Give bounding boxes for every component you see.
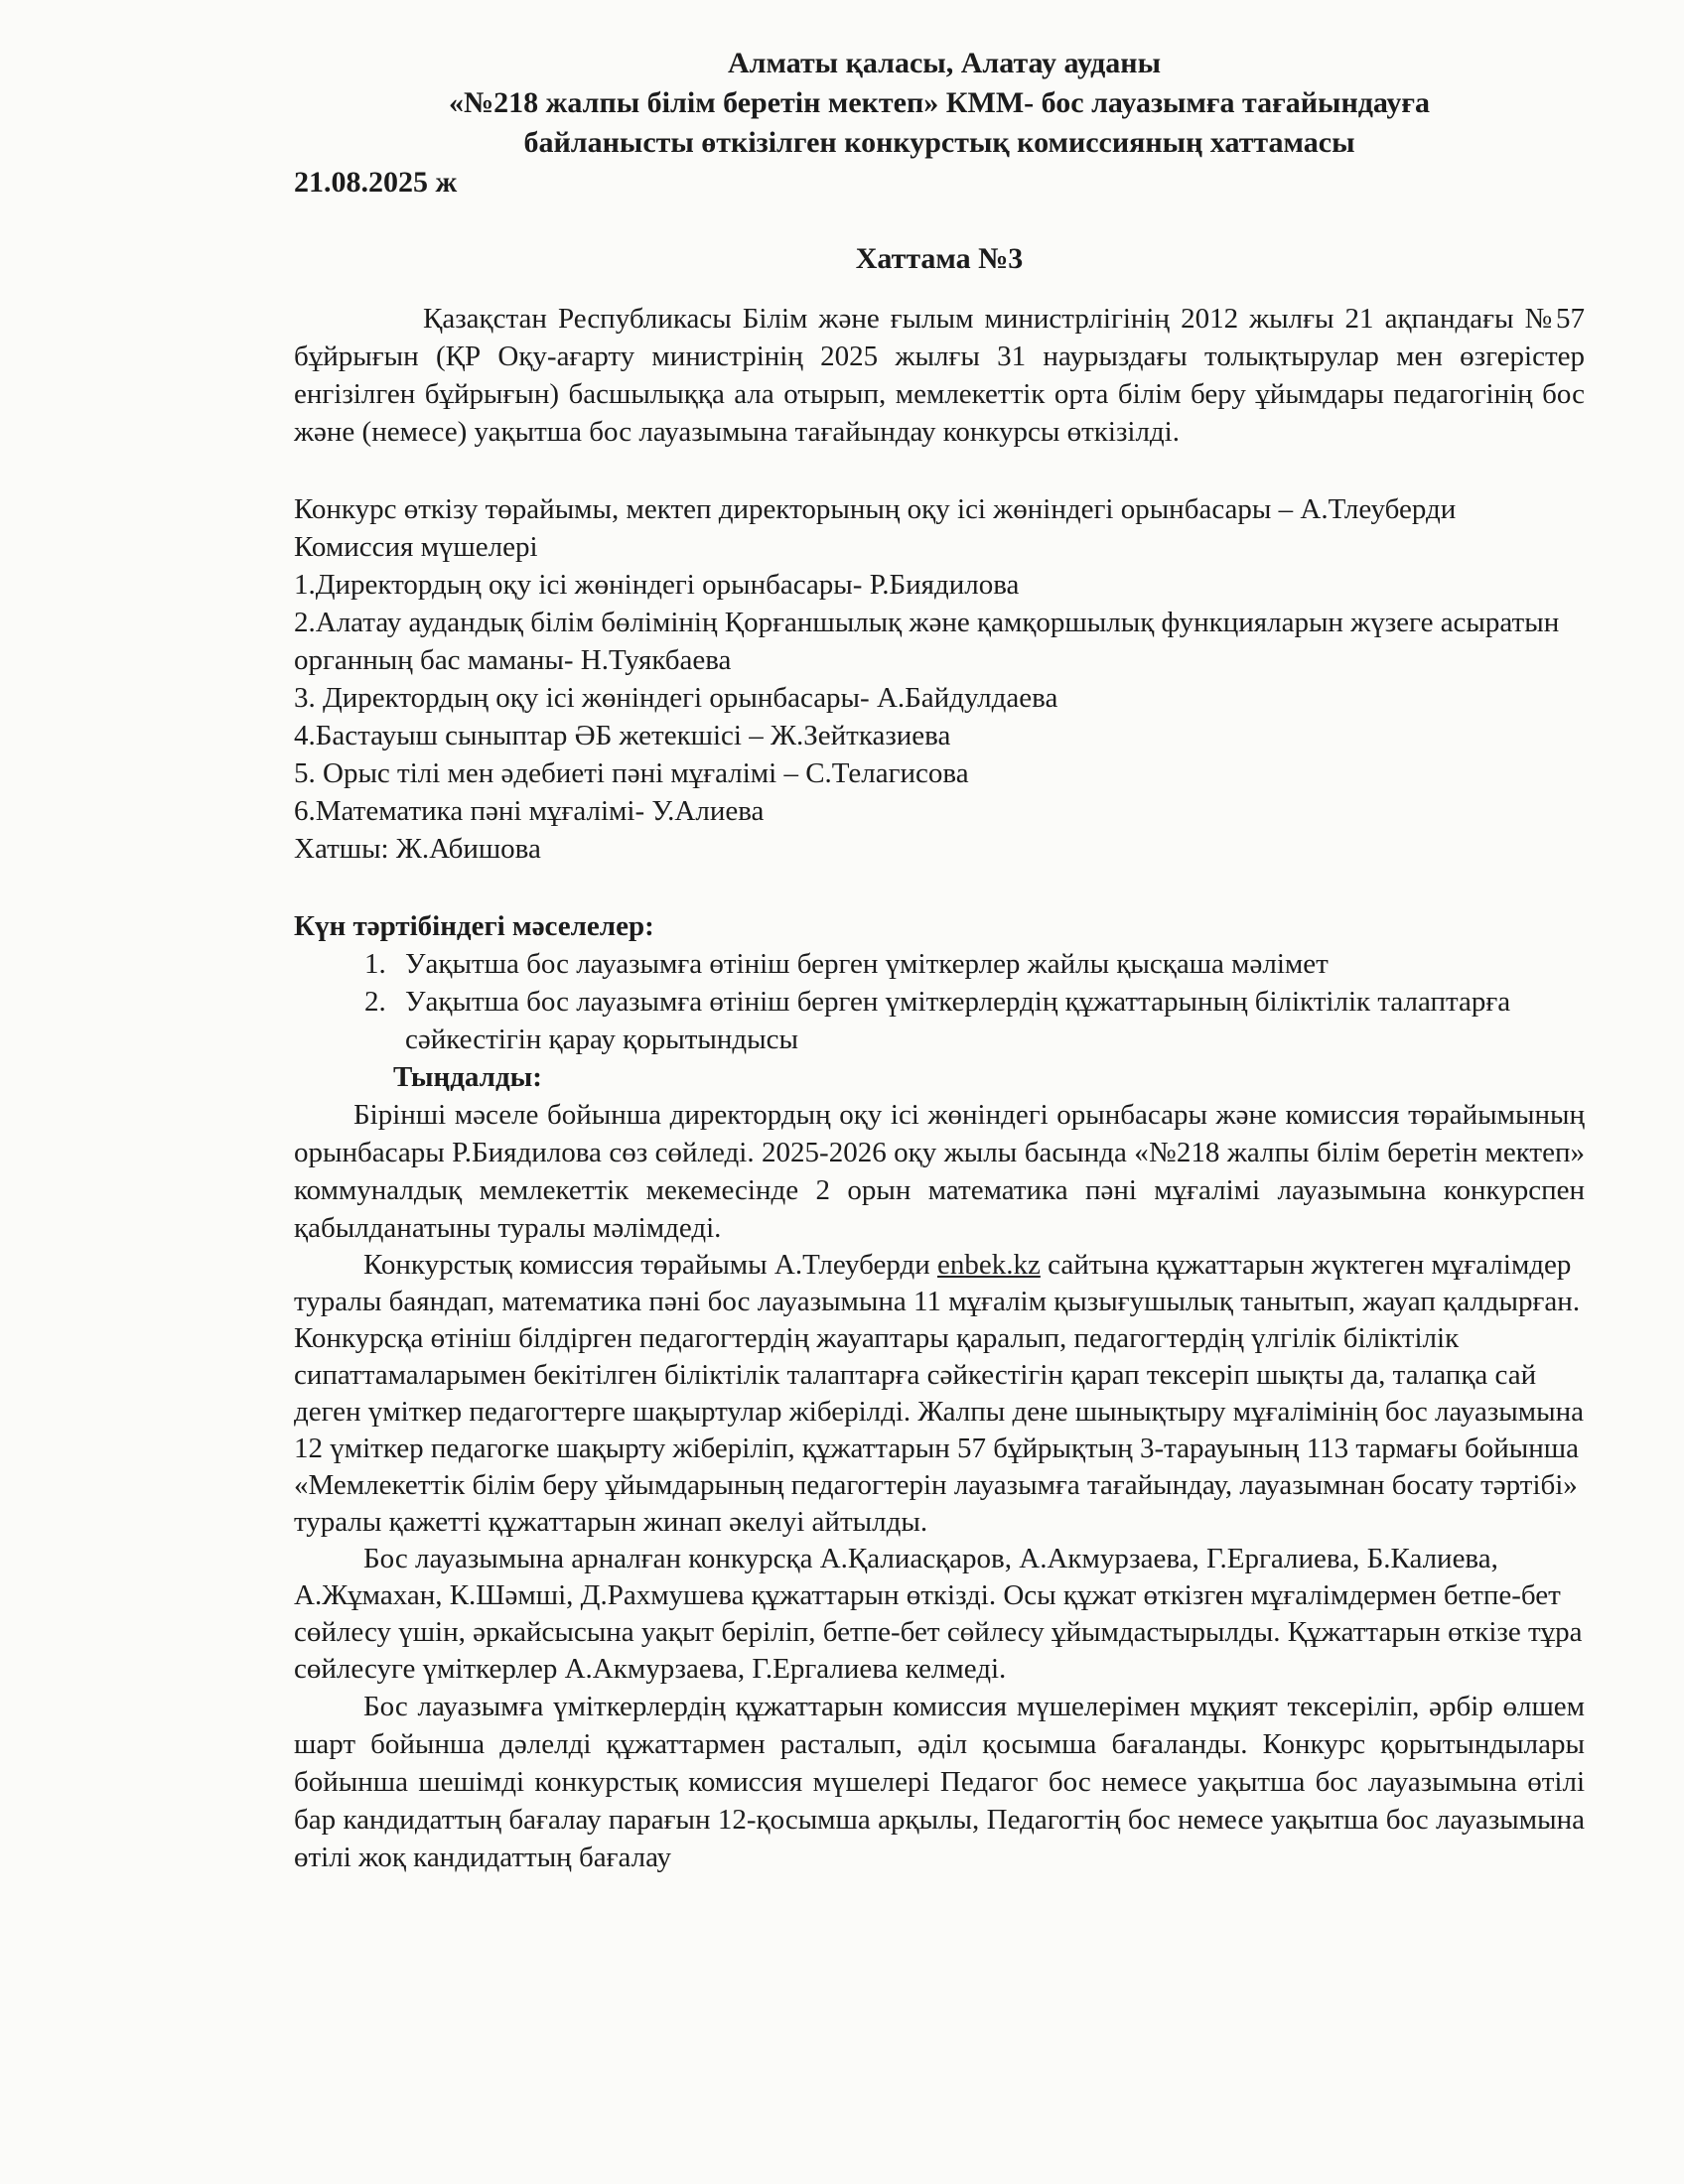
document-date: 21.08.2025 ж bbox=[294, 166, 458, 199]
chair-report-text-start: Конкурстық комиссия төрайымы А.Тлеуберди bbox=[363, 1249, 937, 1281]
document-title: Хаттама №3 bbox=[855, 242, 1024, 275]
spacer bbox=[294, 868, 1585, 907]
paragraph-candidates: Бос лауазымына арналған конкурсқа А.Қалиасқаров, А.Акмурзаева, Г.Ергалиева, Б.Калиева, А.Жұмахан, К.Шәмші, Д.Рахмушева құжаттарын өткізді. Осы құжат өткізген мұғалімдермен бетпе-бет сөйлесу үшін, әркайсысына уақыт беріліп, бетпе-бет сөйлесу ұйымдастырылды. Құжаттарын өткізе тұра сөйлесуге үміткерлер А.Акмурзаева, Г.Ергалиева келмеді. bbox=[294, 1543, 1583, 1685]
member-item: 1.Директордың оқу ісі жөніндегі орынбасары- Р.Биядилова bbox=[294, 569, 1020, 601]
enbek-link[interactable]: enbek.kz bbox=[936, 1249, 1041, 1281]
member-item: 4.Бастауыш сыныптар ӘБ жетекшісі – Ж.Зейтказиева bbox=[294, 720, 951, 751]
secretary: Хатшы: Ж.Абишова bbox=[294, 833, 541, 865]
agenda-item: 1. Уақытша бос лауазымға өтініш берген үміткерлер жайлы қысқаша мәлімет bbox=[393, 945, 1585, 983]
header-line-3: байланысты өткізілген конкурстық комиссияның хаттамасы bbox=[523, 126, 1355, 159]
intro-paragraph: Қазақстан Республикасы Білім және ғылым министрлігінің 2012 жылғы 21 ақпандағы №57 бұйрығын (ҚР Оқу-ағарту министрінің 2025 жылғы 31 наурыздағы толықтырулар мен өзгерістер енгізілген бұйрығын) басшылыққа ала отырып, мемлекеттік орта білім беру ұйымдары педагогінің бос және (немесе) уақытша бос лауазымына тағайындау конкурсы өткізілді. bbox=[294, 303, 1585, 448]
header-line-1: Алматы қаласы, Алатау ауданы bbox=[728, 47, 1161, 79]
agenda-title: Күн тәртібіндегі мәселелер: bbox=[294, 910, 654, 942]
agenda-item: 2. Уақытша бос лауазымға өтініш берген үміткерлердің құжаттарының біліктілік талаптарға сәйкестігін қарау қорытындысы bbox=[393, 983, 1585, 1058]
chair-report-text-end: сайтына құжаттарын жүктеген мұғалімдер туралы баяндап, математика пәні бос лауазымына 11 мұғалім қызығушылық танытып, жауап қалдырған. Конкурсқа өтініш білдірген педагогтердің жауаптары қаралып, педагогтердің үлгілік біліктілік сипаттамаларымен бекітілген біліктілік талаптарға сәйкестігін қарап тексеріп шықты да, талапқа сай деген үміткер педагогтерге шақыртулар жіберілді. Жалпы дене шынықтыру мұғалімінің бос лауазымына 12 үміткер педагогке шақырту жіберіліп, құжаттарын 57 бұйрықтың 3-тарауының 113 тармағы бойынша «Мемлекеттік білім беру ұйымдарының педагогтерін лауазымға тағайындау, лауазымнан босату тәртібі» туралы қажетті құжаттарын жинап әкелуі айтылды. bbox=[294, 1249, 1585, 1538]
commission-chair: Конкурс өткізу төрайымы, мектеп директорының оқу ісі жөніндегі орынбасары – А.Тлеуберди bbox=[294, 493, 1457, 525]
member-item: 5. Орыс тілі мен әдебиеті пәні мұғалімі – С.Телагисова bbox=[294, 757, 969, 789]
member-item: 6.Математика пәні мұғалімі- У.Алиева bbox=[294, 795, 765, 827]
member-item: 3. Директордың оқу ісі жөніндегі орынбасары- А.Байдулдаева bbox=[294, 682, 1058, 714]
paragraph-evaluation: Бос лауазымға үміткерлердің құжаттарын комиссия мүшелерімен мұқият тексеріліп, әрбір өлшем шарт бойынша дәлелді құжаттармен расталып, әділ қосымша бағаланды. Конкурс қорытындылары бойынша шешімді конкурстық комиссия мүшелері Педагог бос немесе уақытша бос лауазымына өтілі бар кандидаттың бағалау парағын 12-қосымша арқылы, Педагогтің бос немесе уақытша бос лауазымына өтілі жоқ кандидаттың бағалау bbox=[294, 1691, 1585, 1873]
members-title: Комиссия мүшелері bbox=[294, 531, 538, 563]
member-item: 2.Алатау аудандық білім бөлімінің Қорғаншылық және қамқоршылық функцияларын жүзеге асыратын органның бас маманы- Н.Туякбаева bbox=[294, 607, 1560, 676]
document-page bbox=[294, 44, 1585, 1876]
heard-heading: Тыңдалды: bbox=[393, 1061, 542, 1093]
agenda-list bbox=[294, 945, 1585, 1058]
paragraph-first-issue: Бірінші мәселе бойынша директордың оқу ісі жөніндегі орынбасары және комиссия төрайымының орынбасары Р.Биядилова сөз сөйледі. 2025-2026 оқу жылы басында «№218 жалпы білім беретін мектеп» коммуналдық мемлекеттік мекемесінде 2 орын математика пәні мұғалімі лауазымына конкурспен қабылданатыны туралы мәлімдеді. bbox=[294, 1099, 1585, 1244]
paragraph-chair-report bbox=[294, 1247, 1585, 1541]
header-line-2: «№218 жалпы білім беретін мектеп» КММ- бос лауазымға тағайындауға bbox=[448, 86, 1431, 119]
spacer bbox=[294, 451, 1585, 490]
